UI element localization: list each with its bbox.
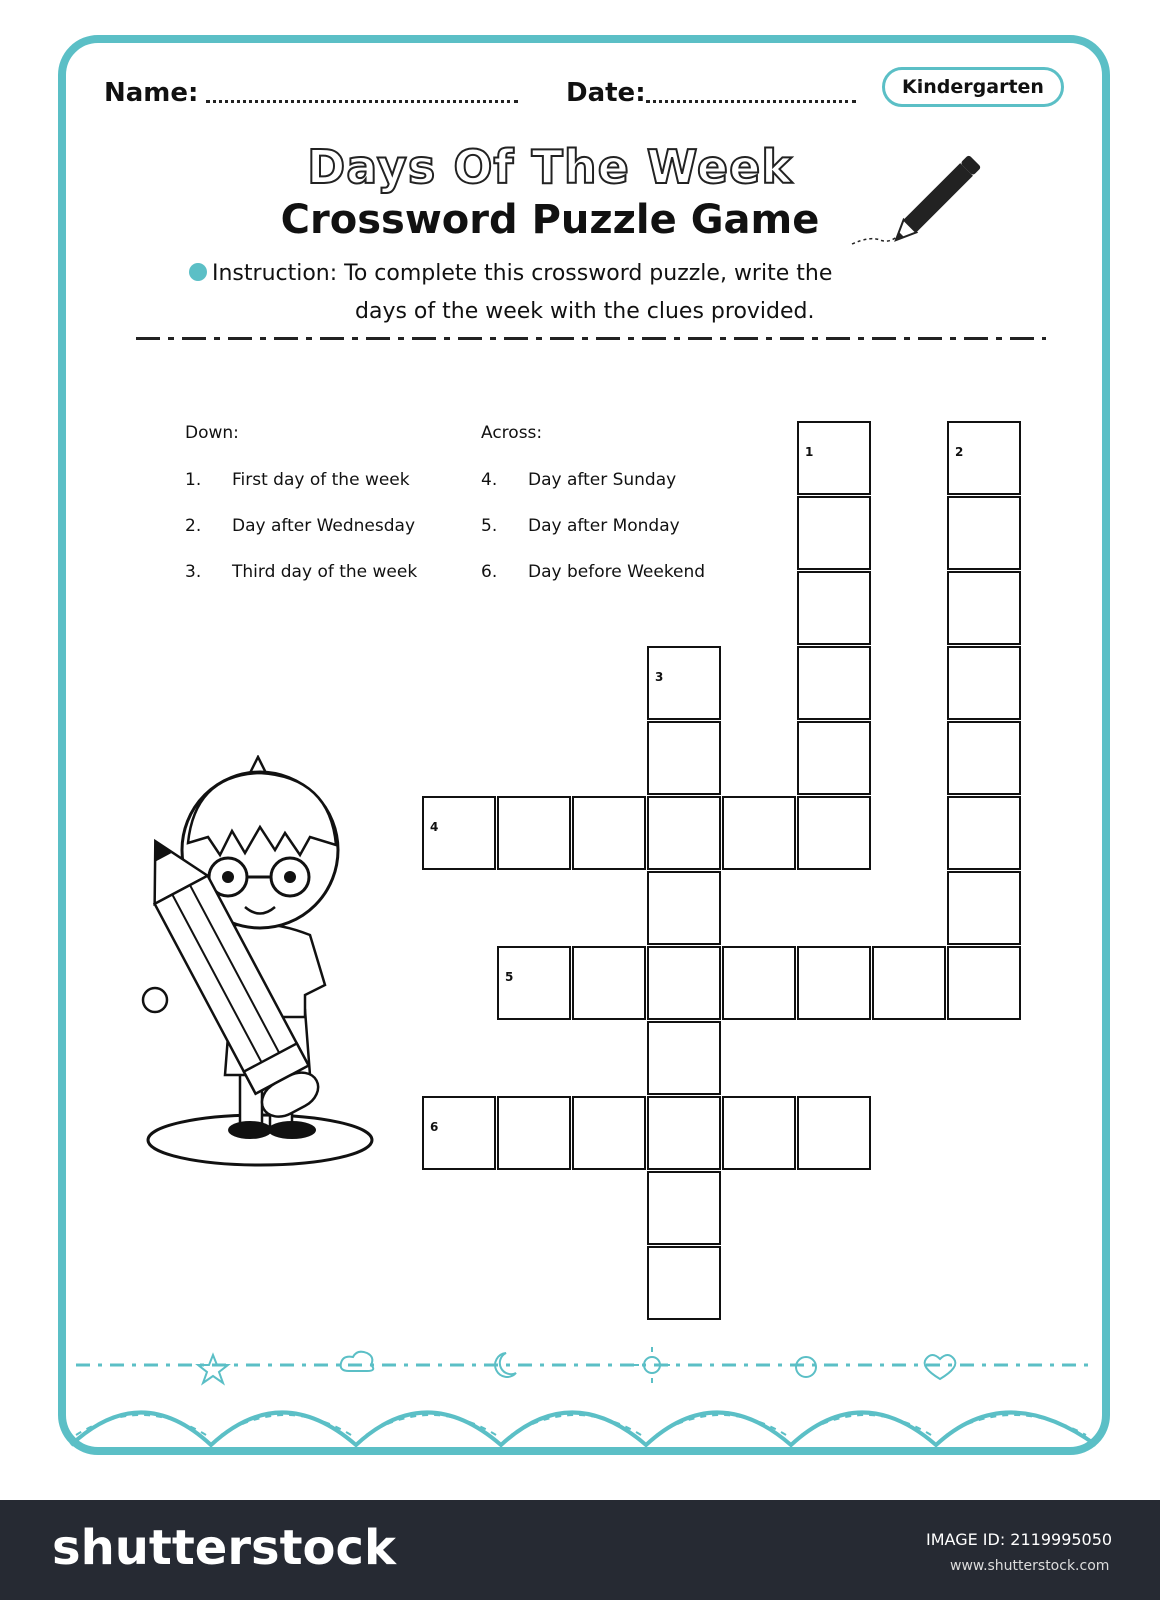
clue-number-6: 6 [430, 1120, 439, 1134]
heart-icon [925, 1355, 956, 1379]
grid-cell[interactable] [422, 1096, 496, 1170]
grid-cell[interactable] [797, 496, 871, 570]
across-clue-4: Day after Sunday [528, 470, 677, 490]
instruction-text [188, 255, 832, 331]
page-title: Days Of The Week [307, 140, 793, 194]
grid-cell[interactable] [647, 871, 721, 945]
across-heading: Across: [481, 423, 543, 443]
grid-cell[interactable] [647, 646, 721, 720]
down-clue-2-num: 2. [185, 516, 202, 536]
grid-cell[interactable] [797, 646, 871, 720]
across-clue-6-num: 6. [481, 562, 498, 582]
down-clue-2: Day after Wednesday [232, 516, 416, 536]
clue-number-5: 5 [505, 970, 514, 984]
down-clue-1-num: 1. [185, 470, 202, 490]
grid-cell[interactable] [422, 796, 496, 870]
grid-cell[interactable] [797, 721, 871, 795]
grid-cell[interactable] [497, 796, 571, 870]
grid-cell[interactable] [647, 1021, 721, 1095]
grid-cell[interactable] [572, 1096, 646, 1170]
down-clue-1: First day of the week [232, 470, 410, 490]
clue-number-1: 1 [805, 445, 814, 459]
boy-with-pencil-illustration [110, 755, 390, 1175]
star-icon [198, 1355, 228, 1383]
grid-cell[interactable] [947, 721, 1021, 795]
grid-cell[interactable] [947, 646, 1021, 720]
down-heading: Down: [185, 423, 239, 443]
bottom-scallop-decoration [66, 1345, 1102, 1447]
grid-cell[interactable] [722, 796, 796, 870]
grid-cell[interactable] [572, 946, 646, 1020]
down-clue-3-num: 3. [185, 562, 202, 582]
site-url: www.shutterstock.com [950, 1558, 1110, 1574]
grid-cell[interactable] [797, 571, 871, 645]
grid-cell[interactable] [947, 571, 1021, 645]
grid-cell[interactable] [947, 421, 1021, 495]
across-clue-5: Day after Monday [528, 516, 680, 536]
grid-cell[interactable] [497, 946, 571, 1020]
grid-cell[interactable] [572, 796, 646, 870]
grid-cell[interactable] [797, 421, 871, 495]
across-clue-4-num: 4. [481, 470, 498, 490]
grid-cell[interactable] [647, 946, 721, 1020]
grid-cell[interactable] [722, 1096, 796, 1170]
grid-cell[interactable] [947, 796, 1021, 870]
name-field[interactable] [206, 100, 518, 103]
clue-number-4: 4 [430, 820, 439, 834]
instruction-line-2: days of the week with the clues provided. [355, 299, 815, 324]
grid-cell[interactable] [797, 946, 871, 1020]
down-clue-3: Third day of the week [232, 562, 418, 582]
grid-cell[interactable] [647, 796, 721, 870]
grid-cell[interactable] [722, 946, 796, 1020]
cloud-icon [341, 1352, 374, 1371]
dash-divider [136, 337, 1046, 340]
grid-cell[interactable] [647, 1246, 721, 1320]
grid-cell[interactable] [647, 1096, 721, 1170]
grade-badge: Kindergarten [882, 67, 1064, 107]
pencil-icon [850, 148, 1000, 248]
across-clue-6: Day before Weekend [528, 562, 706, 582]
moon-icon [495, 1353, 516, 1377]
instruction-line-1: Instruction: To complete this crossword puzzle, write the [212, 261, 833, 286]
grid-cell[interactable] [947, 946, 1021, 1020]
page-subtitle: Crossword Puzzle Game [280, 197, 820, 243]
grid-cell[interactable] [497, 1096, 571, 1170]
image-id: IMAGE ID: 2119995050 [926, 1530, 1113, 1549]
clue-number-3: 3 [655, 670, 664, 684]
brand-logo: shutterstock [52, 1520, 396, 1576]
date-field[interactable] [646, 100, 856, 103]
name-label: Name: [104, 78, 199, 108]
grid-cell[interactable] [872, 946, 946, 1020]
grid-cell[interactable] [647, 721, 721, 795]
grid-cell[interactable] [797, 1096, 871, 1170]
grid-cell[interactable] [797, 796, 871, 870]
clue-number-2: 2 [955, 445, 964, 459]
grid-cell[interactable] [647, 1171, 721, 1245]
grid-cell[interactable] [947, 871, 1021, 945]
planet-icon [796, 1357, 816, 1377]
date-label: Date: [566, 78, 646, 108]
across-clue-5-num: 5. [481, 516, 498, 536]
grid-cell[interactable] [947, 496, 1021, 570]
